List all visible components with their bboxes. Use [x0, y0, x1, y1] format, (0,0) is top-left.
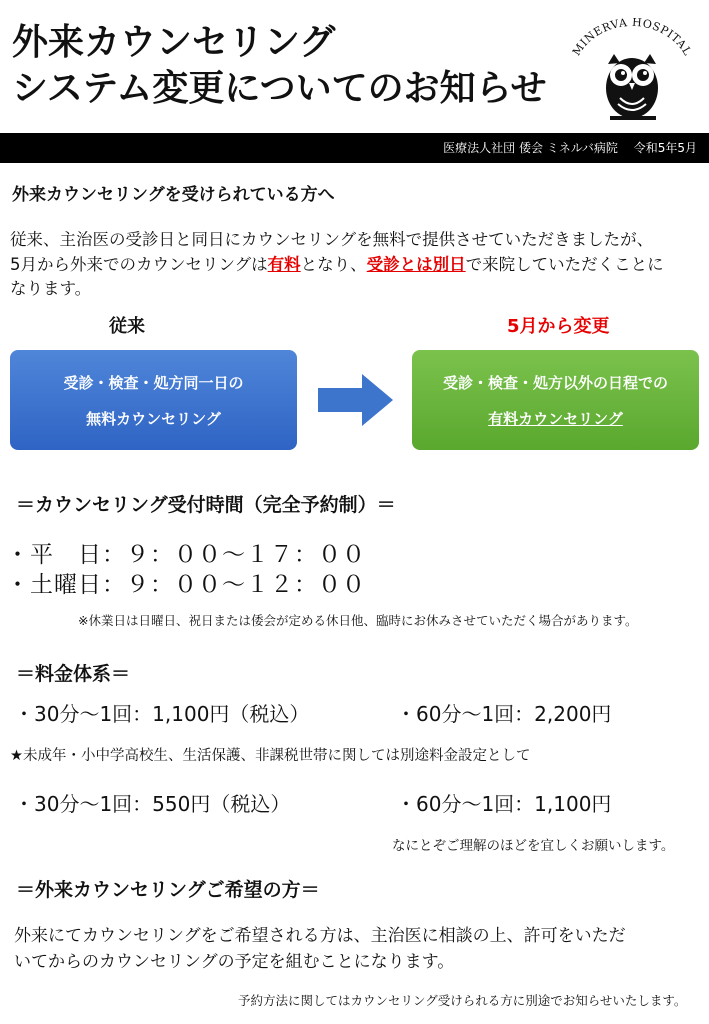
- fee-regular-30: ・30分～1回：1,100円（税込）: [14, 702, 310, 726]
- old-box-line-1: 受診・検査・処方同一日の: [63, 374, 244, 392]
- request-line-2: いてからのカウンセリングの予定を組むことになります。: [14, 952, 455, 972]
- intro-line-1: 従来、主治医の受診日と同日にカウンセリングを無料で提供させていただきましたが、: [10, 230, 654, 249]
- closing-note: なにとぞご理解のほどを宜しくお願いします。: [392, 838, 675, 854]
- intro-line-2: [10, 253, 700, 278]
- intro-line-2-c: で来院していただくことに: [465, 254, 664, 274]
- title-line-2: システム変更についてのお知らせ: [12, 68, 547, 109]
- holiday-note: ※休業日は日曜日、祝日または倭会が定める休日他、臨時にお休みさせていただく場合があります。: [78, 613, 638, 628]
- right-arrow-icon: [318, 374, 393, 426]
- reduced-fee-note: ★未成年・小中学高校生、生活保護、非課税世帯に関しては別途料金設定として: [10, 748, 531, 764]
- hours-heading: ＝カウンセリング受付時間（完全予約制）＝: [16, 494, 396, 516]
- reservation-note: 予約方法に関してはカウンセリング受けられる方に別途でお知らせいたします。: [238, 993, 687, 1008]
- fee-reduced-60: ・60分～1回：1,100円: [396, 792, 612, 816]
- hospital-logo: [560, 18, 700, 124]
- logo-text: MINERVA HOSPITAL: [569, 18, 695, 59]
- intro-heading: 外来カウンセリングを受けられている方へ: [12, 185, 335, 205]
- intro-line-2-a: 5月から外来でのカウンセリングは: [10, 254, 268, 274]
- intro-line-3: なります。: [10, 279, 92, 298]
- new-box-line-2: 有料カウンセリング: [488, 410, 623, 428]
- highlight-paid: 有料: [267, 254, 301, 274]
- hours-list: [6, 540, 366, 600]
- hours-saturday: ・土曜日：９：００～１２：００: [6, 572, 366, 598]
- header-bar: [0, 133, 709, 163]
- new-box-line-1: 受診・検査・処方以外の日程での: [442, 374, 668, 392]
- page-title: [12, 20, 547, 112]
- request-paragraph: [14, 923, 694, 975]
- owl-logo-icon: [560, 18, 700, 124]
- hours-weekday: ・平 日：９：００～１７：００: [6, 542, 366, 568]
- request-line-1: 外来にてカウンセリングをご希望される方は、主治医に相談の上、許可をいただ: [14, 926, 626, 946]
- highlight-separate-day: 受診とは別日: [366, 254, 466, 274]
- fee-regular-60: ・60分～1回：2,200円: [396, 702, 612, 726]
- old-box-line-2: 無料カウンセリング: [86, 410, 221, 428]
- old-system-label: 従来: [109, 316, 145, 337]
- new-system-label: 5月から変更: [507, 316, 610, 337]
- svg-text:MINERVA HOSPITAL: [570, 18, 694, 58]
- publisher-date: 医療法人社団 倭会 ミネルバ病院 令和5年5月: [443, 141, 697, 155]
- intro-paragraph: [10, 228, 700, 302]
- title-line-1: 外来カウンセリング: [12, 22, 336, 63]
- fees-heading: ＝料金体系＝: [16, 663, 131, 685]
- fee-reduced-30: ・30分～1回：550円（税込）: [14, 792, 291, 816]
- new-system-box: [412, 350, 699, 450]
- intro-line-2-b: となり、: [300, 254, 367, 274]
- request-heading: ＝外来カウンセリングご希望の方＝: [16, 879, 320, 901]
- old-system-box: [10, 350, 297, 450]
